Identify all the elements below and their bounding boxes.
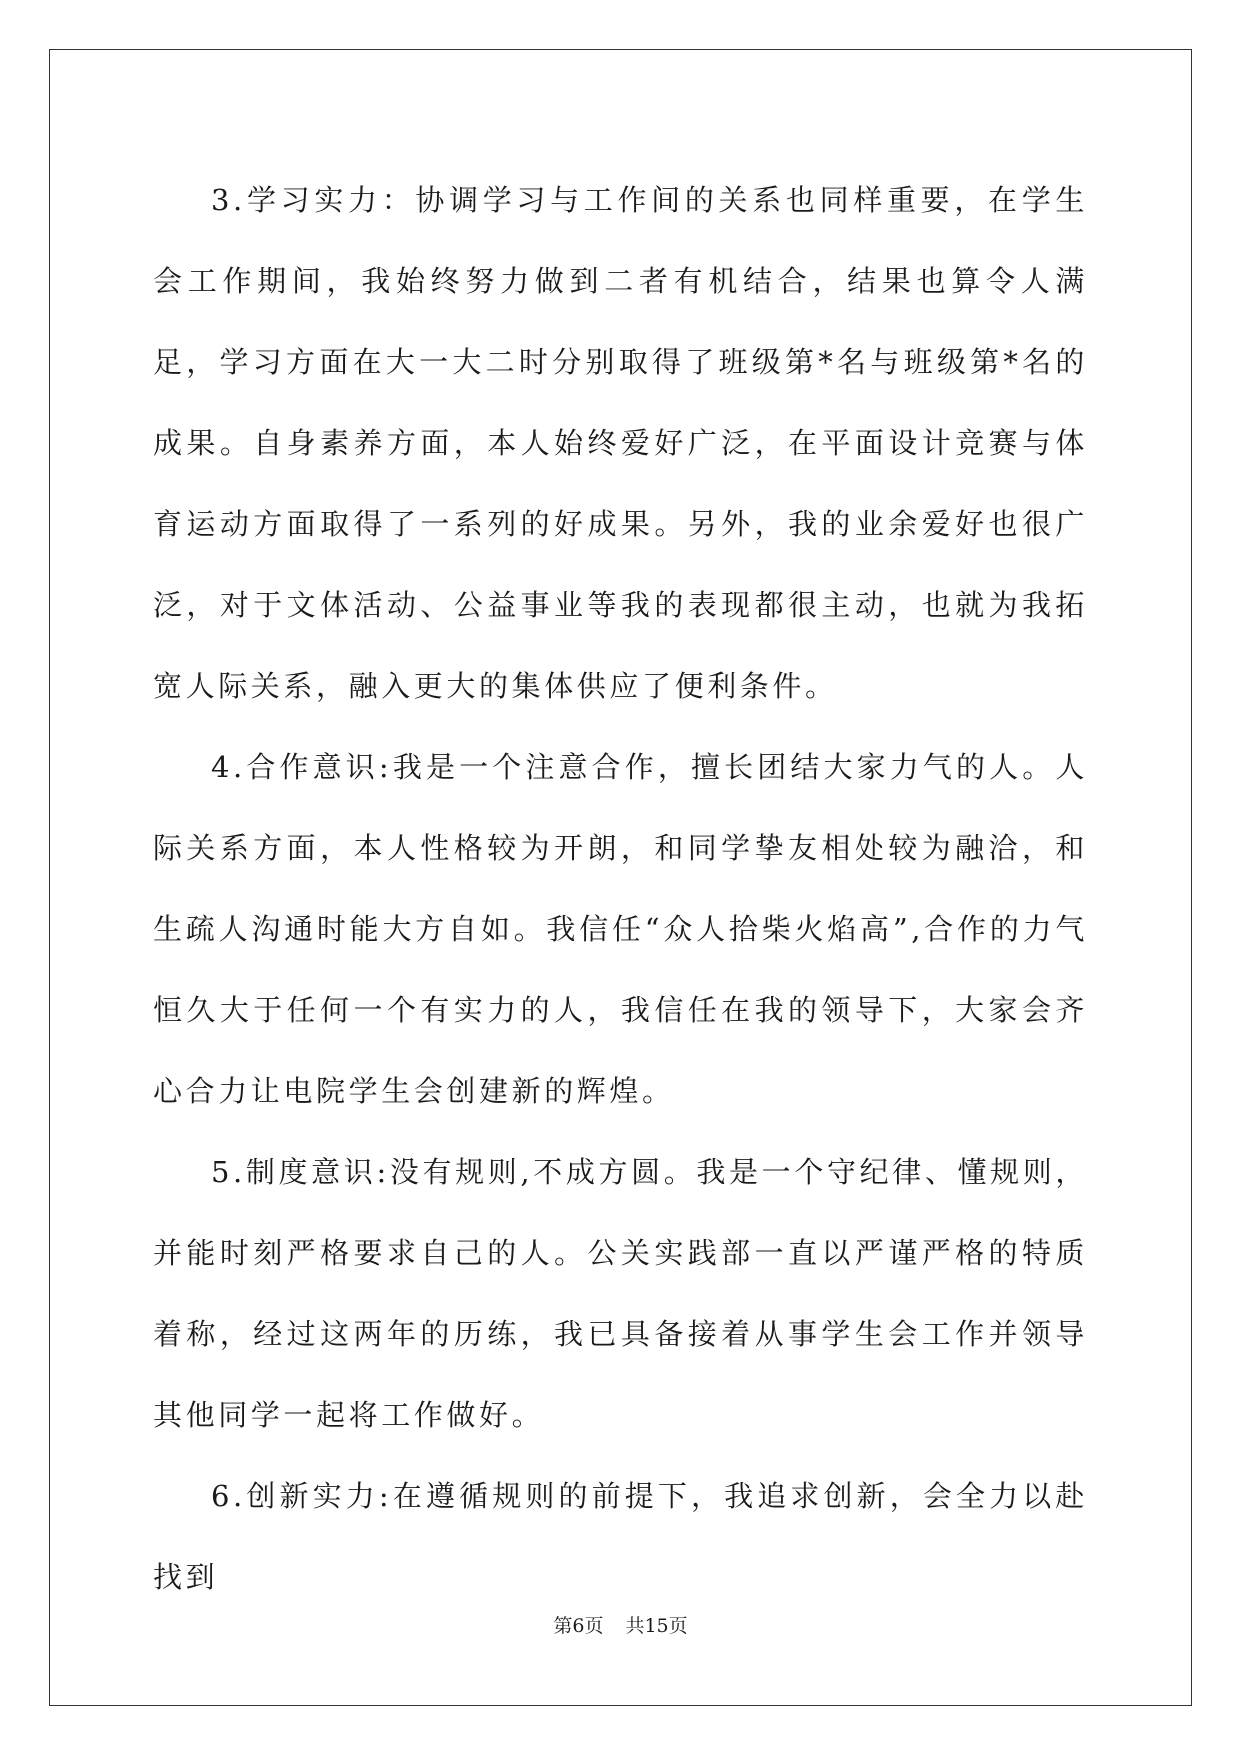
- document-body: [153, 160, 1088, 1618]
- paragraph-innovation: 6.创新实力:在遵循规则的前提下，我追求创新，会全力以赴找到: [153, 1479, 1088, 1594]
- page-number-current: 第6页: [553, 1615, 604, 1637]
- page-number-total: 共15页: [625, 1615, 688, 1637]
- paragraph-cooperation: 4.合作意识:我是一个注意合作，擅长团结大家力气的人。人际关系方面，本人性格较为开朗，和同学挚友相处较为融洽，和生疏人沟通时能大方自如。我信任“众人拾柴火焰高”,合作的力气恒久大于任何一个有实力的人，我信任在我的领导下，大家会齐心合力让电院学生会创建新的辉煌。: [153, 750, 1088, 1108]
- page-footer: [0, 1614, 1241, 1638]
- paragraph-discipline: 5.制度意识:没有规则,不成方圆。我是一个守纪律、懂规则，并能时刻严格要求自己的人。公关实践部一直以严谨严格的特质着称，经过这两年的历练，我已具备接着从事学生会工作并领导其他同学一起将工作做好。: [153, 1155, 1088, 1432]
- paragraph-learning-ability: 3.学习实力：协调学习与工作间的关系也同样重要，在学生会工作期间，我始终努力做到二者有机结合，结果也算令人满足，学习方面在大一大二时分别取得了班级第*名与班级第*名的成果。自身素养方面，本人始终爱好广泛，在平面设计竞赛与体育运动方面取得了一系列的好成果。另外，我的业余爱好也很广泛，对于文体活动、公益事业等我的表现都很主动，也就为我拓宽人际关系，融入更大的集体供应了便利条件。: [153, 183, 1088, 703]
